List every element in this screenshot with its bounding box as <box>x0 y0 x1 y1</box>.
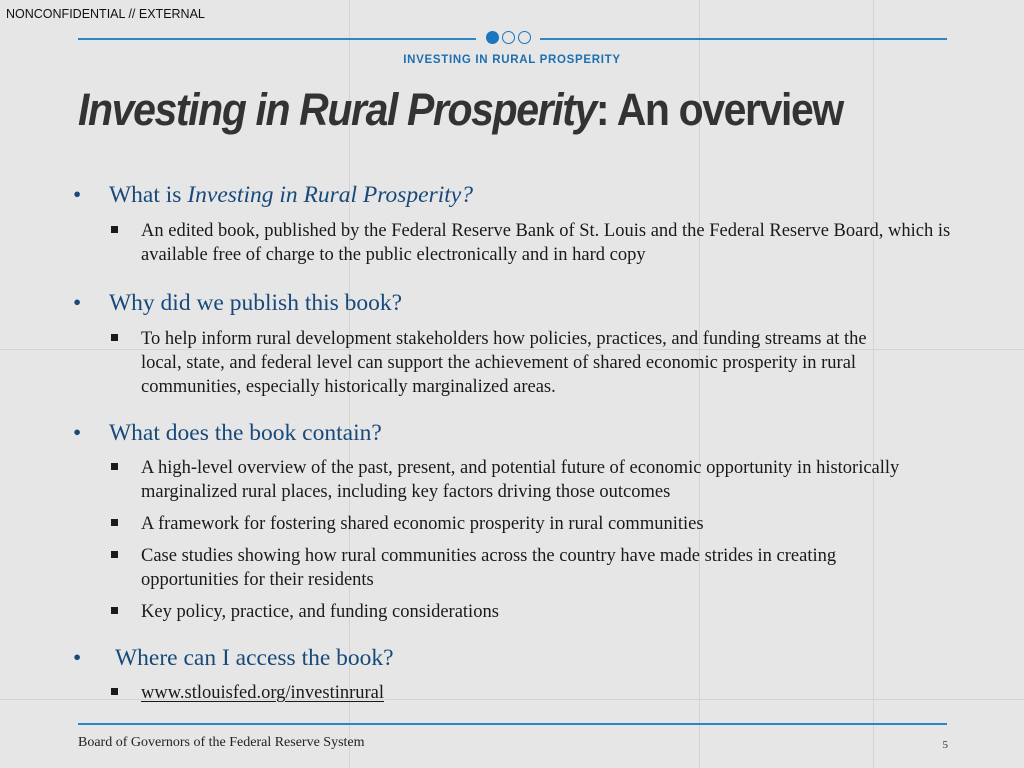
slide-title-italic: Investing in Rural Prosperity <box>78 84 596 135</box>
footer-organization: Board of Governors of the Federal Reserve System <box>78 735 365 750</box>
round-bullet-icon: • <box>73 420 82 446</box>
question-text: Why did we publish this book? <box>109 290 403 316</box>
square-bullet-icon <box>111 519 118 526</box>
answer-point <box>73 456 953 504</box>
question-book-title: Investing in Rural Prosperity? <box>187 182 473 208</box>
question-what-is <box>73 181 953 209</box>
answer-point <box>73 512 953 536</box>
square-bullet-icon <box>111 607 118 614</box>
round-bullet-icon: • <box>73 645 82 671</box>
answer-point <box>73 681 953 705</box>
answer-point <box>73 600 953 624</box>
header-rule-left <box>78 38 476 40</box>
answer-text: Key policy, practice, and funding considerations <box>141 602 499 622</box>
question-why-publish <box>73 289 953 317</box>
footer-rule <box>78 723 947 725</box>
answer-text: Case studies showing how rural communities across the country have made strides in creating opportunities for their residents <box>141 546 837 590</box>
round-bullet-icon: • <box>73 182 82 208</box>
progress-dot-active-icon <box>486 31 499 44</box>
progress-dots <box>486 31 531 44</box>
header-rule-right <box>540 38 947 40</box>
answer-point <box>73 544 953 592</box>
progress-dot-icon <box>518 31 531 44</box>
question-contents <box>73 419 953 447</box>
answer-text: To help inform rural development stakeholders how policies, practices, and funding streams at the local, state, and federal level can support the achievement of shared economic prosperity in rural communities, especially historically marginalized areas. <box>141 329 867 397</box>
question-text: What does the book contain? <box>109 420 382 446</box>
question-access <box>73 644 953 672</box>
section-kicker: INVESTING IN RURAL PROSPERITY <box>403 54 621 66</box>
round-bullet-icon: • <box>73 290 82 316</box>
book-link[interactable]: www.stlouisfed.org/investinrural <box>141 683 385 703</box>
question-text: What is <box>109 182 188 208</box>
answer-text: A framework for fostering shared economic prosperity in rural communities <box>141 514 704 534</box>
question-text: Where can I access the book? <box>115 645 394 671</box>
slide-body <box>73 181 953 705</box>
square-bullet-icon <box>111 551 118 558</box>
classification-label: NONCONFIDENTIAL // EXTERNAL <box>6 7 205 21</box>
square-bullet-icon <box>111 463 118 470</box>
slide-title <box>78 84 843 136</box>
page-number: 5 <box>942 739 948 751</box>
slide-title-rest: : An overview <box>595 84 843 135</box>
answer-point <box>73 327 953 399</box>
answer-point <box>73 219 953 267</box>
answer-text: An edited book, published by the Federal Reserve Bank of St. Louis and the Federal Reserve Board, which is available free of charge to the public electronically and in hard copy <box>141 221 951 265</box>
answer-text: A high-level overview of the past, present, and potential future of economic opportunity in historically marginalized rural places, including key factors driving those outcomes <box>141 458 900 502</box>
square-bullet-icon <box>111 226 118 233</box>
progress-dot-icon <box>502 31 515 44</box>
square-bullet-icon <box>111 334 118 341</box>
square-bullet-icon <box>111 688 118 695</box>
